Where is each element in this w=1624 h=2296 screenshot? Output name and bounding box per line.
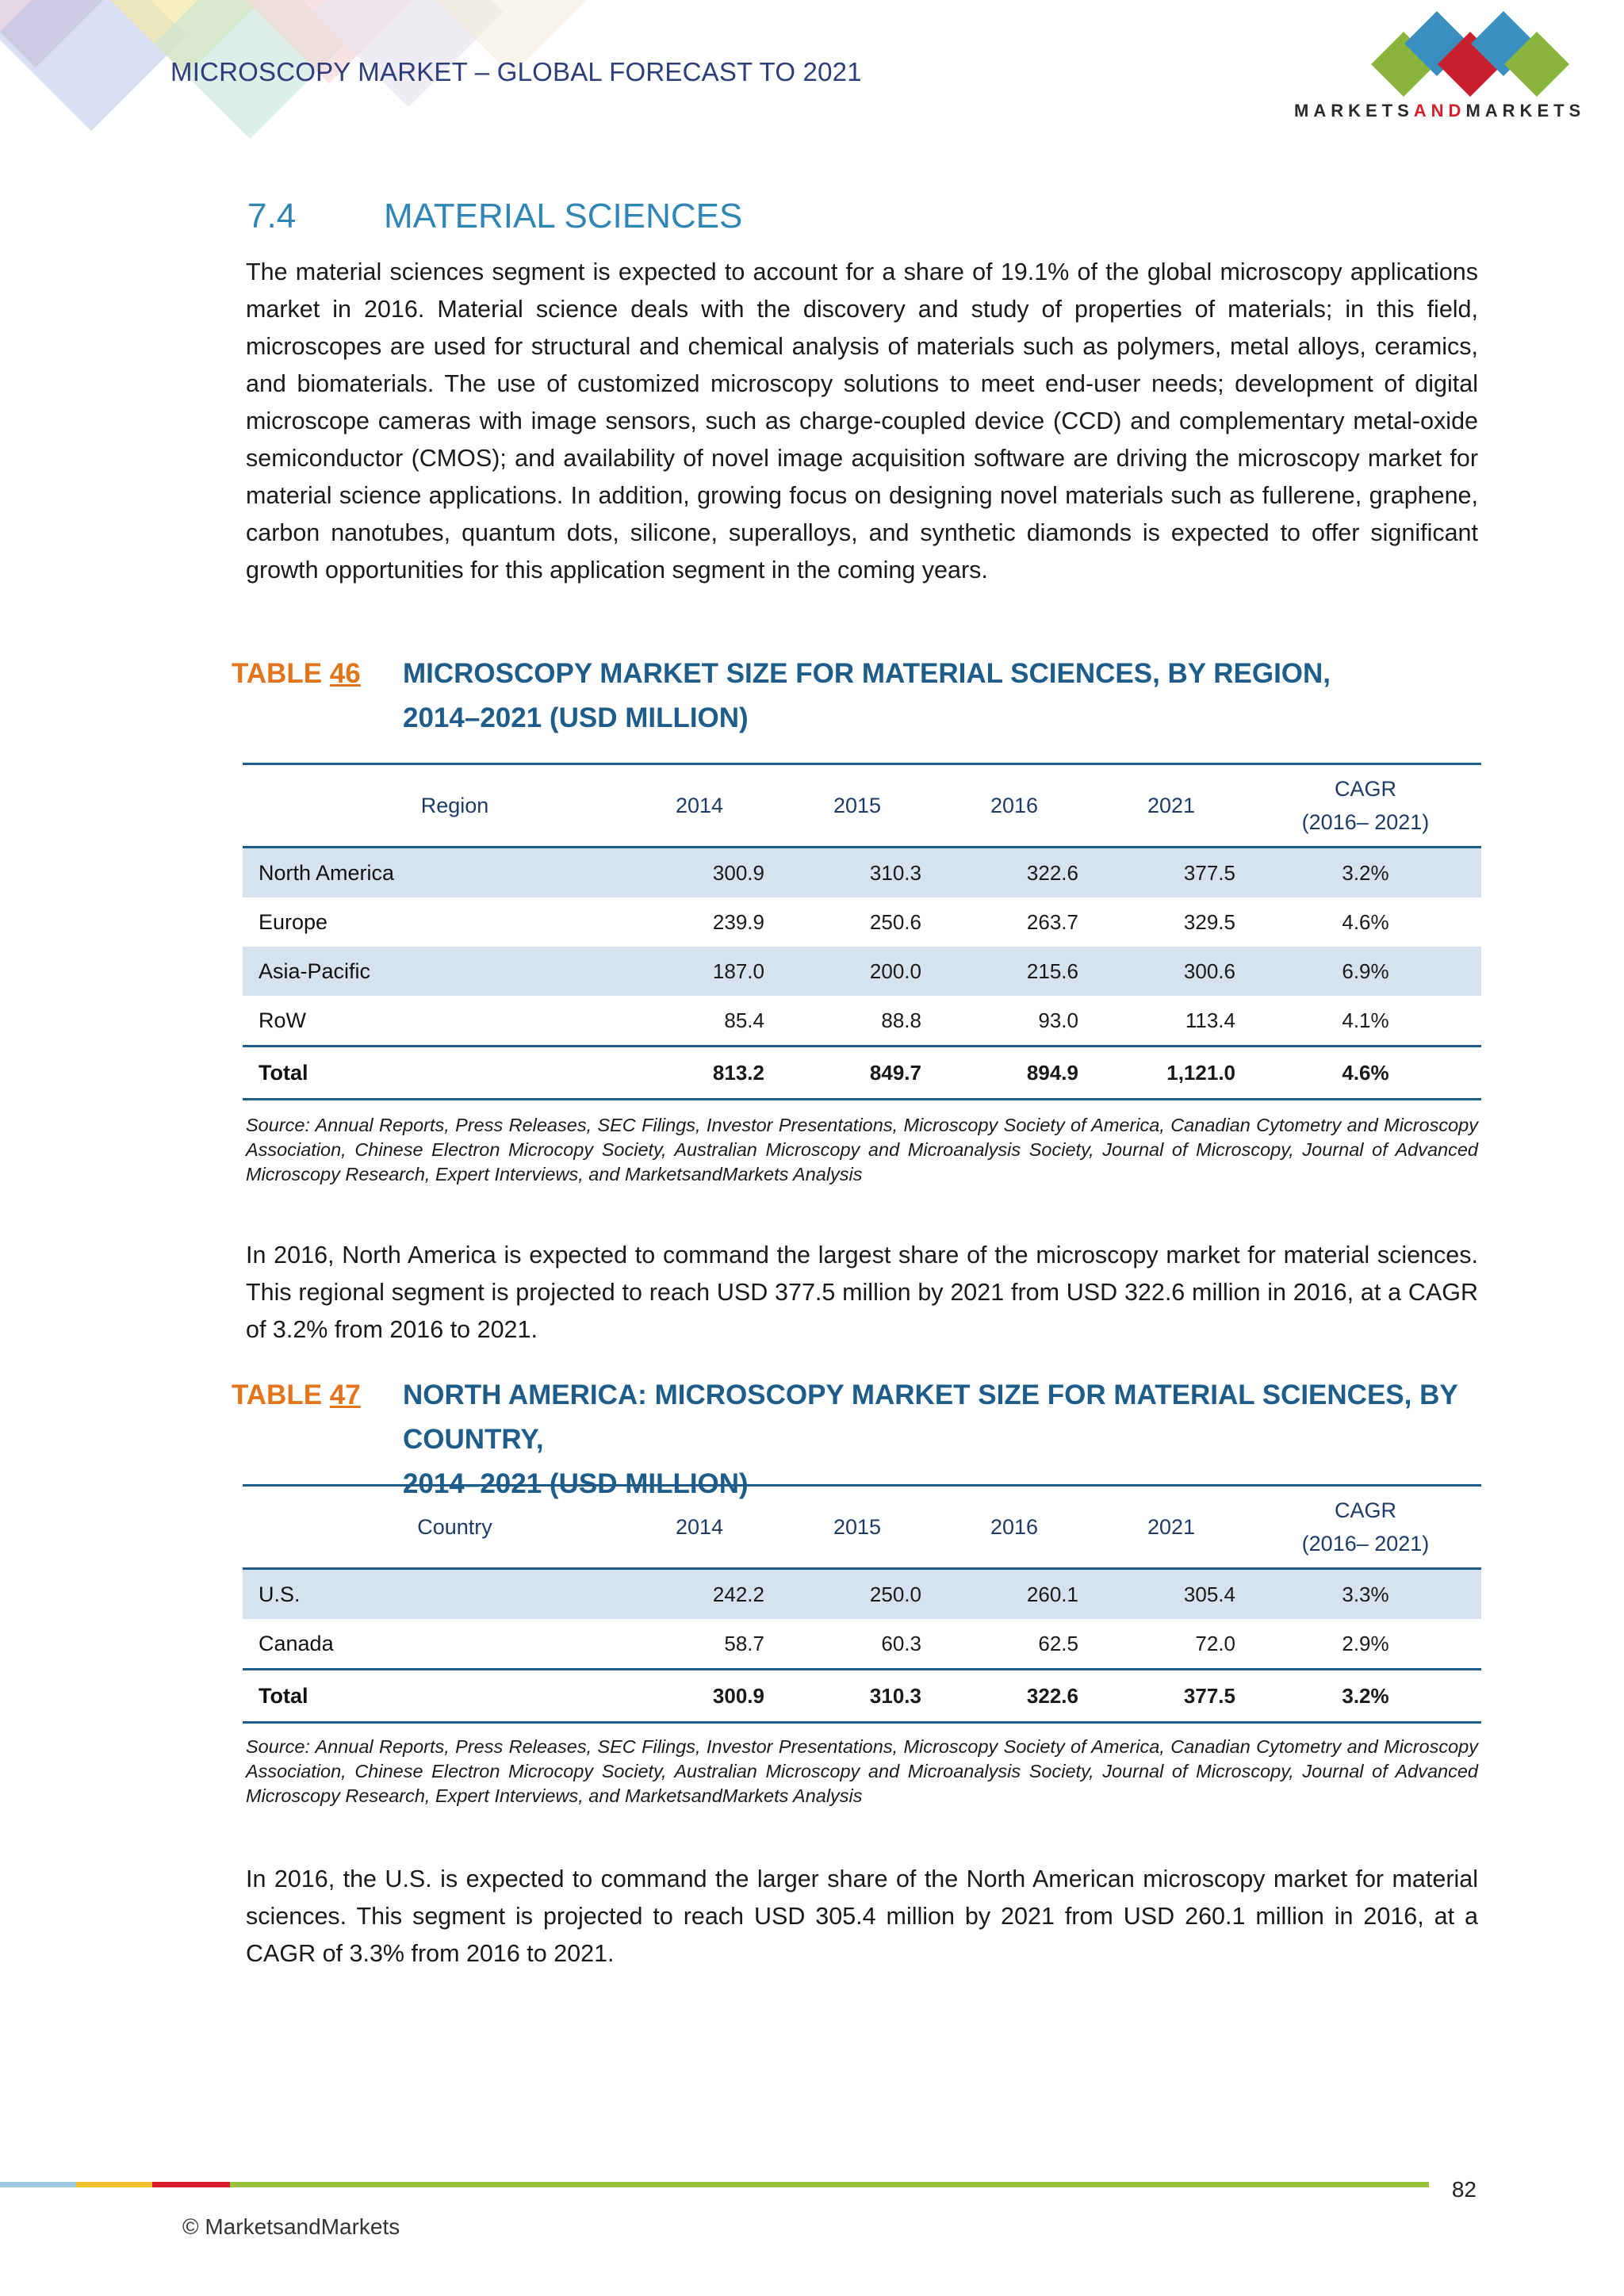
table47-label: TABLE 47 bbox=[232, 1380, 361, 1410]
table47-source-note: Source: Annual Reports, Press Releases, SEC Filings, Investor Presentations, Microscopy Society of America, Canadian Cytometry and Microscopy Association, Chinese Electron Microcopy Society, Australian Microscopy and Microanalysis Society, Journal of Microscopy, Journal of Advanced Microscopy Research, Expert Interviews, and MarketsandMarkets Analysis bbox=[246, 1736, 1478, 1806]
footer-line-segment bbox=[76, 2182, 152, 2187]
table-header-row bbox=[243, 1486, 1481, 1569]
page-number: 82 bbox=[1451, 2177, 1477, 2202]
logo-wordmark: MARKETSANDMARKETS bbox=[1294, 101, 1586, 121]
col-header-cagr: CAGR (2016– 2021) bbox=[1250, 1486, 1481, 1569]
marketsandmarkets-logo bbox=[1294, 14, 1586, 121]
col-header-cagr: CAGR (2016– 2021) bbox=[1250, 764, 1481, 848]
table46-source-note: Source: Annual Reports, Press Releases, SEC Filings, Investor Presentations, Microscopy Society of America, Canadian Cytometry and Microscopy Association, Chinese Electron Microcopy Society, Australian Microscopy and Microanalysis Society, Journal of Microscopy, Journal of Advanced Microscopy Research, Expert Interviews, and MarketsandMarkets Analysis bbox=[246, 1115, 1478, 1184]
table-total-row: Total 813.2 849.7 894.9 1,121.0 4.6% bbox=[243, 1047, 1481, 1100]
col-header-region: Region bbox=[243, 764, 620, 848]
col-header-2021: 2021 bbox=[1093, 764, 1250, 848]
footer-line-segment bbox=[230, 2182, 1429, 2187]
footer-line-segment bbox=[0, 2182, 76, 2187]
footer-line-segment bbox=[152, 2182, 230, 2187]
copyright-notice: © MarketsandMarkets bbox=[182, 2214, 400, 2239]
col-header-2015: 2015 bbox=[779, 764, 936, 848]
paragraph-after-table47: In 2016, the U.S. is expected to command the larger share of the North American microscopy market for material sciences. This segment is projected to reach USD 305.4 million by 2021 from USD 260.1 million in 2016, at a CAGR of 3.3% from 2016 to 2021. bbox=[246, 1866, 1478, 1967]
paragraph-after-table46: In 2016, North America is expected to command the largest share of the microscopy market for material sciences. This regional segment is projected to reach USD 377.5 million by 2021 from USD 322.6 million in 2016, at a CAGR of 3.2% from 2016 to 2021. bbox=[246, 1242, 1478, 1343]
table-row: Europe 239.9 250.6 263.7 329.5 4.6% bbox=[259, 909, 1389, 934]
table47 bbox=[243, 1484, 1481, 1724]
col-header-2015: 2015 bbox=[779, 1486, 936, 1569]
section-number: 7.4 bbox=[247, 197, 297, 235]
table-header-row bbox=[243, 764, 1481, 848]
col-header-2016: 2016 bbox=[936, 1486, 1093, 1569]
table46 bbox=[243, 763, 1481, 1100]
intro-paragraph: The material sciences segment is expected to account for a share of 19.1% of the global microscopy applications market in 2016. Material science deals with the discovery and study of properties of materials; in this field, microscopes are used for structural and chemical analysis of materials such as polymers, metal alloys, ceramics, and biomaterials. The use of customized microscopy solutions to meet end-user needs; development of digital microscope cameras with image sensors, such as charge-coupled device (CCD) and complementary metal-oxide semiconductor (CMOS); and availability of novel image acquisition software are driving the microscopy market for material science applications. In addition, growing focus on designing novel materials such as fullerene, graphene, carbon nanotubes, quantum dots, silicone, superalloys, and synthetic diamonds is expected to offer significant growth opportunities for this application segment in the coming years. bbox=[246, 258, 1478, 584]
col-header-2014: 2014 bbox=[620, 1486, 779, 1569]
table47-title: NORTH AMERICA: MICROSCOPY MARKET SIZE FOR MATERIAL SCIENCES, BY COUNTRY, 2014–2021 (USD MILLION) bbox=[403, 1380, 1458, 1499]
col-header-country: Country bbox=[243, 1486, 620, 1569]
col-header-2021: 2021 bbox=[1093, 1486, 1250, 1569]
section-title: MATERIAL SCIENCES bbox=[384, 197, 743, 235]
col-header-2014: 2014 bbox=[620, 764, 779, 848]
table-row: RoW 85.4 88.8 93.0 113.4 4.1% bbox=[259, 1008, 1389, 1032]
table-total-row: Total 300.9 310.3 322.6 377.5 3.2% bbox=[243, 1670, 1481, 1723]
table46-title: MICROSCOPY MARKET SIZE FOR MATERIAL SCIENCES, BY REGION, 2014–2021 (USD MILLION) bbox=[403, 658, 1331, 733]
table-row: North America 300.9 310.3 322.6 377.5 3.2% bbox=[243, 848, 1481, 898]
table-row: Canada 58.7 60.3 62.5 72.0 2.9% bbox=[259, 1631, 1389, 1655]
document-header-title: MICROSCOPY MARKET – GLOBAL FORECAST TO 2021 bbox=[170, 57, 862, 86]
col-header-2016: 2016 bbox=[936, 764, 1093, 848]
table46-label: TABLE 46 bbox=[232, 658, 361, 689]
table-row: Asia-Pacific 187.0 200.0 215.6 300.6 6.9% bbox=[243, 947, 1481, 996]
table-row: U.S. 242.2 250.0 260.1 305.4 3.3% bbox=[243, 1569, 1481, 1620]
